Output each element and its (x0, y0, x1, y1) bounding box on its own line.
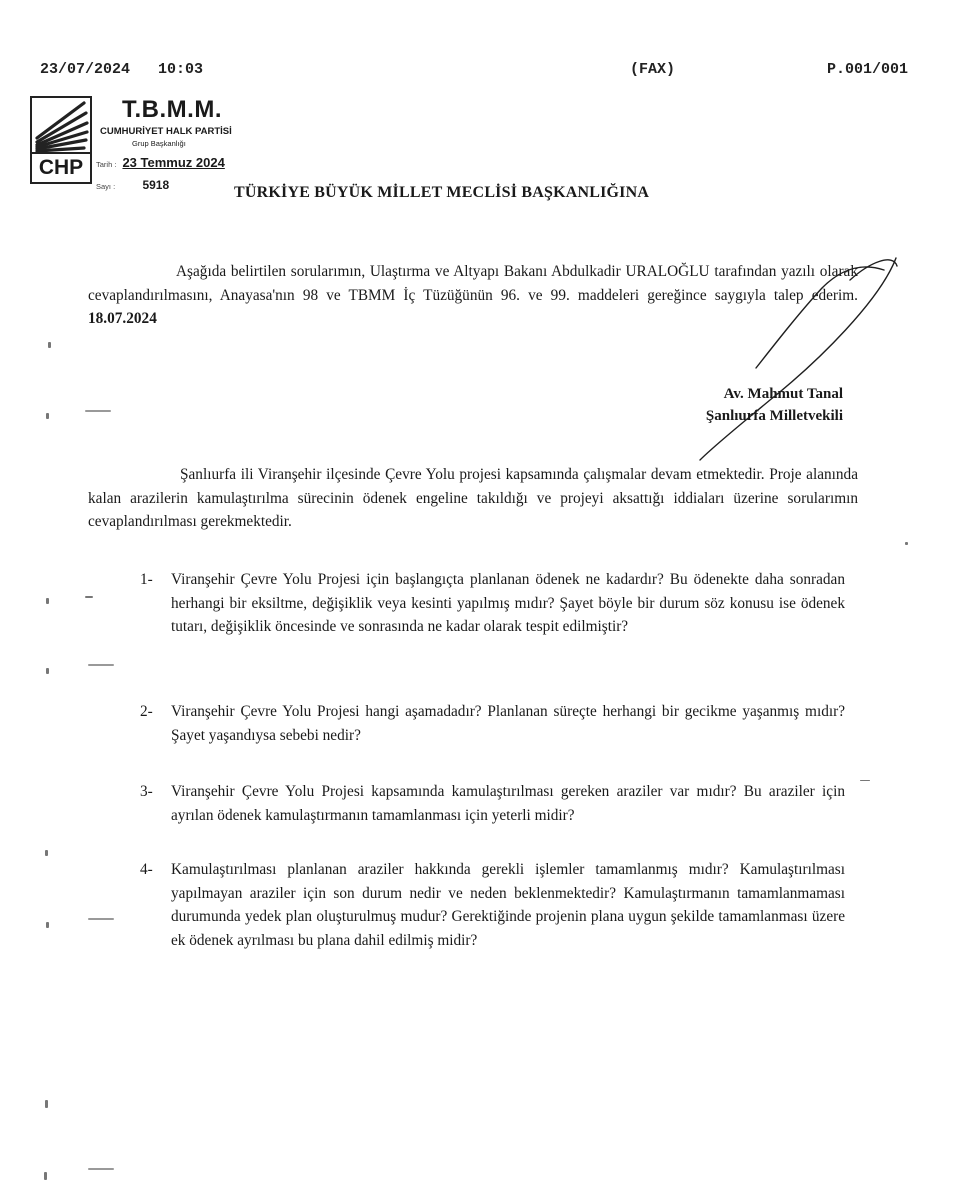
body-paragraph: Şanlıurfa ili Viranşehir ilçesinde Çevre Yolu projesi kapsamında çalışmalar devam etmektedir. Proje alanında kalan arazilerin kamulaştırılma sürecinin ödenek engeline takıldığı ve projeyi aksattığı iddiaları üzerine sorularımın cevaplandırılması gerekmektedir. (88, 466, 858, 530)
stamp-date-row (96, 154, 225, 172)
scan-speck (88, 918, 114, 920)
stamp-number-row (96, 176, 169, 194)
scan-speck (860, 780, 870, 781)
fax-time: 10:03 (158, 61, 204, 78)
six-arrows-icon (32, 98, 90, 153)
question-number: 4- (140, 861, 153, 878)
stamp-number-label: Sayı : (96, 182, 116, 191)
scan-speck (48, 342, 51, 348)
question-number: 2- (140, 703, 153, 720)
question-text: Kamulaştırılması planlanan araziler hakkında gerekli işlemler tamamlanmış mıdır? Kamulaştırılması yapılmayan araziler için son durum nedir ve neden beklenmektedir? Kamulaştırmanın tamamlanmaması durumunda yedek plan oluşturulmuş mudur? Gerektiğinde projenin plana uygun şekilde tamamlanması üzere ek ödenek ayrılması bu plana dahil edilmiş midir? (171, 861, 845, 949)
question-list (140, 568, 845, 952)
scan-speck (88, 664, 114, 666)
fax-mode: (FAX) (630, 61, 676, 78)
scan-speck (46, 668, 49, 674)
chp-logo (30, 96, 92, 184)
scan-speck (88, 1168, 114, 1170)
scan-speck (85, 410, 111, 412)
question-text: Viranşehir Çevre Yolu Projesi hangi aşamadadır? Planlanan süreçte herhangi bir gecikme yaşanmış mıdır? Şayet yaşandıysa sebebi nedir? (171, 703, 845, 744)
document-title: TÜRKİYE BÜYÜK MİLLET MECLİSİ BAŞKANLIĞINA (234, 184, 650, 201)
question-item (140, 780, 845, 858)
question-text: Viranşehir Çevre Yolu Projesi için başlangıçta planlanan ödenek ne kadardır? Bu ödenekte daha sonradan herhangi bir eksiltme, değişiklik veya kesinti yapılmış mıdır? Şayet böyle bir durum söz konusu ise ödenek tutarı, değişiklik öncesinde ve sonrasında ne kadar olarak tespit edilmiştir? (171, 571, 845, 635)
intro-date: 18.07.2024 (88, 310, 157, 327)
logo-text: CHP (32, 152, 90, 182)
scan-speck (46, 922, 49, 928)
fax-date: 23/07/2024 (40, 61, 131, 78)
stamp-date-label: Tarih : (96, 160, 117, 169)
scan-speck (905, 542, 908, 545)
registry-stamp (30, 96, 260, 196)
fax-page-count: P.001/001 (826, 61, 908, 78)
group-name: Grup Başkanlığı (132, 139, 186, 148)
institution-name: T.B.M.M. (122, 96, 222, 123)
scan-speck (45, 1100, 48, 1108)
stamp-number-value: 5918 (142, 178, 170, 192)
signer-block (600, 383, 843, 427)
question-item (140, 700, 845, 780)
scan-speck (46, 413, 49, 419)
signer-role: Şanlıurfa Milletvekili (705, 408, 843, 424)
question-item (140, 858, 845, 952)
question-number: 1- (140, 571, 153, 588)
intro-text: Aşağıda belirtilen sorularımın, Ulaştırma ve Altyapı Bakanı Abdulkadir URALOĞLU tarafından yazılı olarak cevaplandırılmasını, Anayasa'nın 98 ve TBMM İç Tüzüğünün 96. ve 99. maddeleri gereğince saygıyla talep ederim. (88, 263, 858, 304)
scan-speck (46, 598, 49, 604)
scan-speck (85, 596, 93, 598)
party-name: CUMHURİYET HALK PARTİSİ (100, 126, 232, 137)
question-item (140, 568, 845, 700)
intro-paragraph (88, 260, 858, 331)
question-text: Viranşehir Çevre Yolu Projesi kapsamında kamulaştırılması gereken araziler var mıdır? Bu araziler için ayrılan ödenek kamulaştırmanın tamamlanması için yeterli midir? (171, 783, 845, 824)
scan-speck (45, 850, 48, 856)
scan-speck (44, 1172, 47, 1180)
signer-name: Av. Mahmut Tanal (723, 386, 843, 402)
fax-header (40, 61, 908, 92)
question-number: 3- (140, 783, 153, 800)
stamp-date-value: 23 Temmuz 2024 (122, 155, 225, 170)
